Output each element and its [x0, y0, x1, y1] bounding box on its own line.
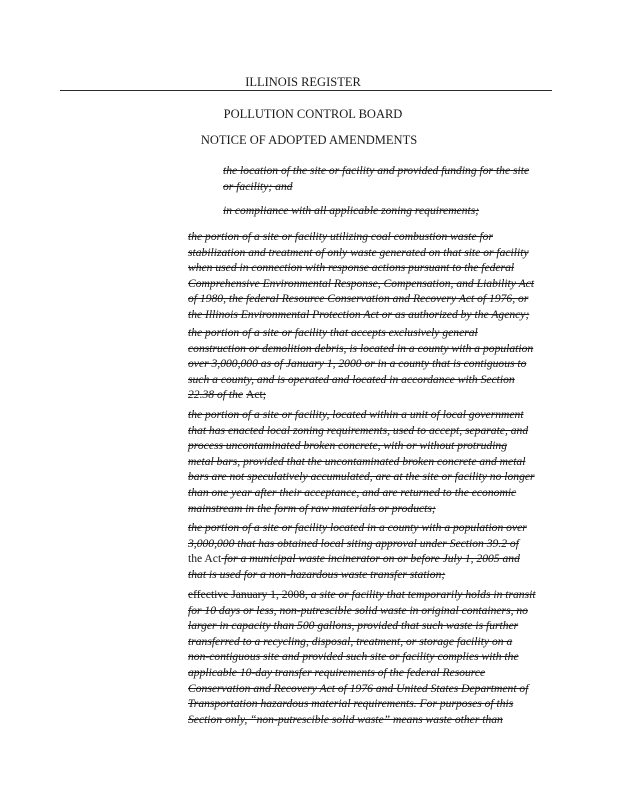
text-line: mainstream in the form of raw materials or products; — [188, 501, 436, 515]
text-line: the portion of a site or facility located in a county with a population over — [188, 521, 527, 534]
paragraph-demolition-debris — [188, 325, 553, 403]
text-line: process uncontaminated broken concrete, with or without protruding — [188, 439, 508, 453]
text-line: Section only, “non-putrescible solid waste” means waste other than — [188, 712, 503, 726]
header-rule — [60, 90, 552, 91]
text-line: that is used for a non-hazardous waste transfer station; — [188, 567, 446, 581]
text-line: when used in connection with response actions pursuant to the federal — [188, 261, 515, 275]
text-line: the Illinois Environmental Protection Act or as authorized by the Agency; — [188, 307, 530, 321]
text-line: such a county, and is operated and located in accordance with Section — [188, 372, 515, 386]
text-line: Comprehensive Environmental Response, Compensation, and Liability Act — [188, 276, 535, 290]
text-line: the location of the site or facility and provided funding for the site — [223, 164, 530, 177]
paragraph-zoning — [223, 203, 551, 219]
text-line: Conservation and Recovery Act of 1976 and United States Department of — [188, 681, 529, 695]
paragraph-transfer-station — [188, 520, 553, 582]
text-line: over 3,000,000 as of January 1, 2000 or in a county that is contiguous to — [188, 357, 527, 371]
text-line: of 1980, the federal Resource Conservation and Recovery Act of 1976, or — [188, 292, 529, 306]
text-line: or facility; and — [223, 179, 293, 193]
text-line: stabilization and treatment of only waste generated on that site or facility — [188, 245, 529, 259]
text-line: Transportation hazardous material requirements. For purposes of this — [188, 697, 514, 711]
paragraph-location — [223, 163, 551, 194]
text-line: for a municipal waste incinerator on or before July 1, 2005 and — [221, 552, 520, 566]
text-line: 22.38 of the — [188, 388, 244, 402]
text-line: 3,000,000 that has obtained local siting approval under Section 39.2 of — [188, 536, 519, 550]
board-name: POLLUTION CONTROL BOARD — [223, 107, 403, 121]
text-line: that has enacted local zoning requirements, used to accept, separate, and — [188, 423, 529, 437]
text-line: the portion of a site or facility, located within a unit of local government — [188, 408, 524, 421]
text-line: larger in capacity than 500 gallons, provided that such waste is further — [188, 619, 519, 633]
notice-title: NOTICE OF ADOPTED AMENDMENTS — [200, 133, 418, 147]
text-line: construction or demolition debris, is located in a county with a population — [188, 341, 534, 355]
text-line: the portion of a site or facility that accepts exclusively general — [188, 326, 478, 339]
paragraph-coal-combustion — [188, 229, 553, 323]
text-line-roman: Act; — [245, 388, 266, 402]
text-line: than one year after their acceptance, and are returned to the economic — [188, 485, 517, 499]
text-line-roman: the Act — [188, 552, 222, 566]
text-line: transferred to a recycling, disposal, treatment, or storage facility on a — [188, 634, 513, 648]
paragraph-broken-concrete — [188, 407, 553, 516]
register-header: ILLINOIS REGISTER — [245, 75, 361, 89]
text-line: the portion of a site or facility utilizing coal combustion waste for — [188, 230, 493, 243]
text-line: for 10 days or less, non-putrescible solid waste in original containers, no — [188, 603, 528, 617]
text-line: non-contiguous site and provided such site or facility complies with the — [188, 650, 519, 664]
text-line: bars are not speculatively accumulated, are at the site or facility no longer — [188, 470, 535, 484]
text-line-roman: effective January 1, 2008, — [188, 588, 308, 601]
text-line: metal bars, provided that the uncontaminated broken concrete and metal — [188, 454, 526, 468]
paragraph-non-putrescible — [188, 587, 553, 727]
text-line: applicable 10-day transfer requirements of the federal Resource — [188, 665, 486, 679]
text-line: in compliance with all applicable zoning requirements; — [223, 204, 480, 217]
text-line: a site or facility that temporarily holds in transit — [307, 588, 536, 601]
